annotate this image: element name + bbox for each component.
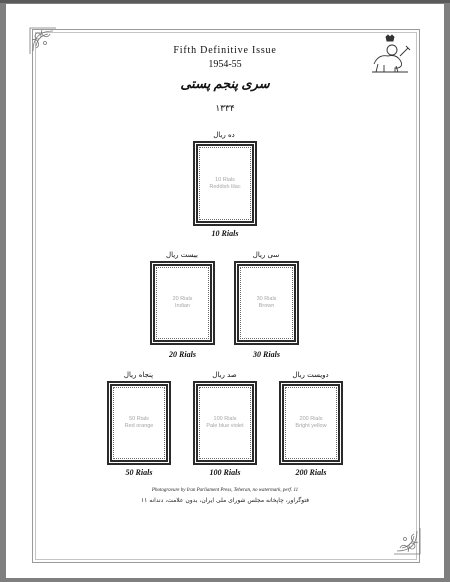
- printing-details-persian: فتوگراور، چاپخانه مجلس شورای ملی ایران، بدون علامت، دندانه ۱۱: [140, 497, 310, 504]
- stamp-mount-box: [150, 261, 215, 345]
- stamp-label-persian: سی ریال: [252, 251, 280, 259]
- stamp-denomination: 30 Rials: [256, 296, 277, 302]
- stamp-caption: 100 Rials: [209, 468, 241, 477]
- stamp-caption: 50 Rials: [125, 468, 153, 477]
- stamp-caption: 10 Rials: [211, 229, 239, 238]
- stamp-mount-box: [193, 141, 257, 226]
- stamp-color: Bright yellow: [295, 423, 327, 429]
- stamp-color: Pale blue violet: [206, 423, 244, 429]
- stamp-color: Reddish lilac: [209, 183, 241, 190]
- stamp-caption: 20 Rials: [169, 350, 196, 359]
- stamp-color: Indian: [175, 303, 190, 309]
- stamp-caption: 200 Rials: [295, 468, 327, 477]
- stamp-description: [239, 296, 294, 310]
- stamp-label-persian: ده ریال: [213, 131, 235, 139]
- printing-details: Photogravure by Iran Parliament Press, Teheran, no watermark, perf. 11: [151, 488, 299, 493]
- stamp-mount-box: [107, 381, 171, 465]
- stamp-denomination: 100 Rials: [213, 416, 237, 422]
- stamp-description: [284, 416, 338, 430]
- stamp-denomination: 10 Rials: [215, 176, 235, 183]
- stamp-denomination: 50 Rials: [129, 416, 149, 422]
- window-top-edge: [0, 0, 450, 3]
- stamp-label-persian: بیست ریال: [166, 251, 198, 259]
- album-page: [6, 4, 444, 578]
- stamp-description: [112, 416, 166, 430]
- stamp-mount-box: [279, 381, 343, 465]
- stamp-description: [155, 296, 210, 310]
- stamp-label-persian: صد ریال: [212, 371, 237, 379]
- stamp-description: [198, 416, 252, 430]
- stamp-label-persian: دویست ریال: [292, 371, 329, 379]
- page-title-persian: سری پنجم پستی: [180, 76, 270, 91]
- corner-ornament-bottom-right-icon: [392, 526, 422, 556]
- stamp-color: Red orange: [124, 423, 154, 429]
- stamp-denomination: 200 Rials: [299, 416, 323, 422]
- stamp-color: Brown: [258, 303, 275, 309]
- stamp-label-persian: پنجاه ریال: [123, 371, 154, 379]
- page-title: Fifth Definitive Issue: [173, 45, 277, 56]
- issue-year-persian: ۱۳۳۴: [215, 103, 235, 113]
- stamp-description: [198, 177, 252, 191]
- stamp-caption: 30 Rials: [253, 350, 280, 359]
- issue-years: 1954-55: [208, 59, 242, 70]
- stamp-denomination: 20 Rials: [172, 296, 193, 302]
- stamp-mount-box: [193, 381, 257, 465]
- stamp-mount-box: [234, 261, 299, 345]
